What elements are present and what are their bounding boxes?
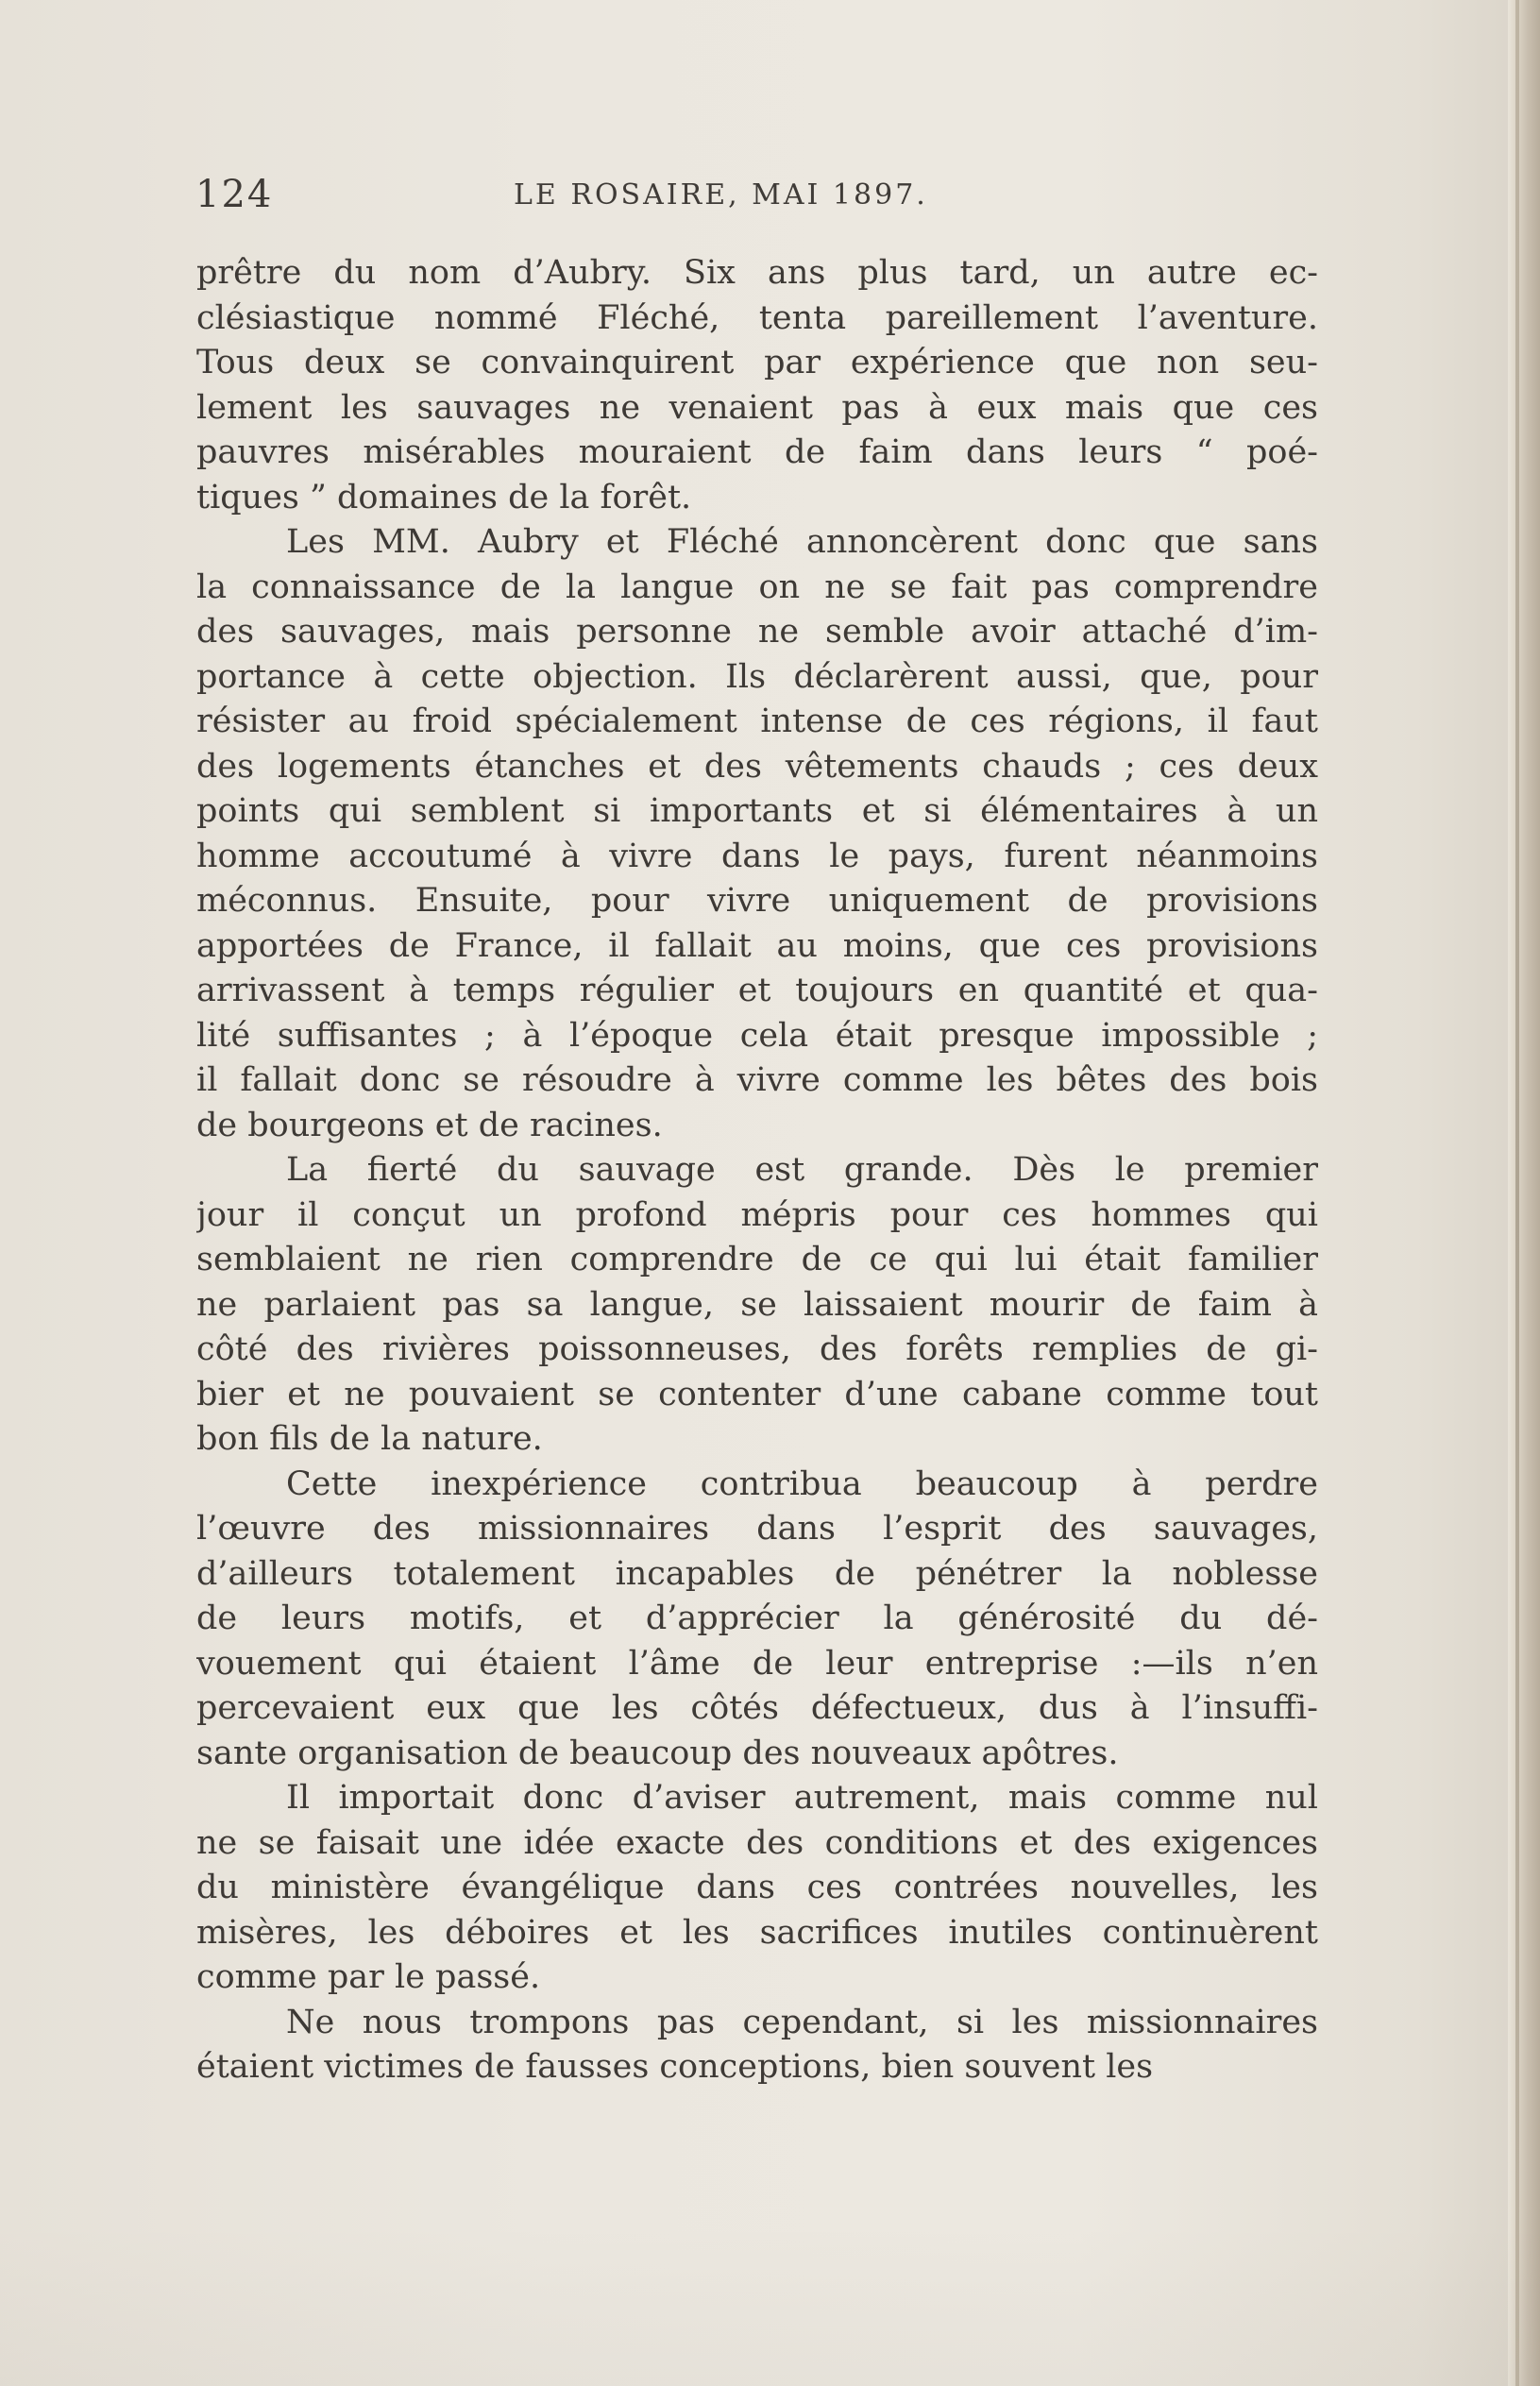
paragraph — [196, 1148, 1318, 1463]
text-line: lement les sauvages ne venaient pas à eux mais que ces — [196, 388, 1318, 427]
paragraph — [196, 251, 1318, 520]
text-line: côté des rivières poissonneuses, des forêts remplies de gi- — [196, 1330, 1318, 1368]
text-line: bier et ne pouvaient se contenter d’une cabane comme tout — [196, 1375, 1318, 1413]
text-line: homme accoutumé à vivre dans le pays, furent néanmoins — [196, 837, 1318, 875]
text-line: l’œuvre des missionnaires dans l’esprit des sauvages, — [196, 1510, 1318, 1548]
text-line: misères, les déboires et les sacrifices inutiles continuèrent — [196, 1913, 1318, 1952]
text-line: résister au froid spécialement intense de ces régions, il faut — [196, 702, 1318, 740]
text-line: sante organisation de beaucoup des nouveaux apôtres. — [196, 1734, 1119, 1772]
text-line: ne parlaient pas sa langue, se laissaient mourir de faim à — [196, 1285, 1318, 1324]
text-line: percevaient eux que les côtés défectueux, dus à l’insuffi- — [196, 1689, 1318, 1727]
page-header — [195, 173, 1319, 229]
text-line: vouement qui étaient l’âme de leur entreprise :—ils n’en — [196, 1644, 1318, 1683]
paragraph — [196, 2001, 1318, 2090]
text-line: étaient victimes de fausses conceptions, bien souvent les — [196, 2048, 1154, 2086]
page-edge — [1508, 0, 1540, 2386]
text-line: points qui semblent si importants et si élémentaires à un — [196, 792, 1318, 830]
text-line: la connaissance de la langue on ne se fait pas comprendre — [196, 567, 1318, 606]
text-line: portance à cette objection. Ils déclarèrent aussi, que, pour — [196, 657, 1318, 696]
binding-shadow — [1515, 0, 1519, 2386]
text-line: pauvres misérables mouraient de faim dans leurs “ poé- — [196, 433, 1318, 471]
text-line: Les MM. Aubry et Fléché annoncèrent donc que sans — [286, 523, 1318, 561]
text-line: bon fils de la nature. — [196, 1420, 543, 1458]
text-line: La fierté du sauvage est grande. Dès le premier — [286, 1151, 1318, 1189]
text-line: méconnus. Ensuite, pour vivre uniquement de provisions — [196, 882, 1318, 920]
paragraph — [196, 520, 1318, 1148]
page-number: 124 — [195, 173, 274, 216]
text-line: comme par le passé. — [196, 1958, 541, 1996]
running-head: LE ROSAIRE, MAI 1897. — [514, 178, 928, 212]
text-line: des logements étanches et des vêtements chauds ; ces deux — [196, 747, 1318, 786]
text-line: ne se faisait une idée exacte des conditions et des exigences — [196, 1823, 1318, 1862]
paragraph — [196, 1463, 1318, 1777]
text-line: Il importait donc d’aviser autrement, mais comme nul — [286, 1779, 1318, 1817]
page-shading — [0, 2225, 1540, 2386]
text-line: Tous deux se convainquirent par expérience que non seu- — [196, 344, 1318, 381]
text-line: Cette inexpérience contribua beaucoup à perdre — [286, 1464, 1318, 1503]
text-line: apportées de France, il fallait au moins, que ces provisions — [196, 926, 1318, 965]
text-line: de leurs motifs, et d’apprécier la générosité du dé- — [196, 1599, 1318, 1637]
text-line: tiques ” domaines de la forêt. — [196, 478, 692, 516]
text-line: de bourgeons et de racines. — [196, 1106, 663, 1144]
text-line: prêtre du nom d’Aubry. Six ans plus tard, un autre ec- — [196, 254, 1318, 292]
text-line: du ministère évangélique dans ces contrées nouvelles, les — [196, 1869, 1318, 1906]
text-line: Ne nous trompons pas cependant, si les missionnaires — [286, 2003, 1318, 2041]
text-line: jour il conçut un profond mépris pour ces hommes qui — [196, 1195, 1318, 1234]
text-line: arrivassent à temps régulier et toujours en quantité et qua- — [196, 972, 1318, 1009]
text-line: des sauvages, mais personne ne semble avoir attaché d’im- — [196, 613, 1318, 651]
paragraph — [196, 1776, 1318, 2001]
text-line: d’ailleurs totalement incapables de pénétrer la noblesse — [196, 1554, 1318, 1593]
body-text — [196, 251, 1318, 2090]
text-line: lité suffisantes ; à l’époque cela était presque impossible ; — [196, 1016, 1318, 1055]
text-line: clésiastique nommé Fléché, tenta pareillement l’aventure. — [196, 298, 1318, 337]
text-line: il fallait donc se résoudre à vivre comme les bêtes des bois — [196, 1061, 1318, 1099]
text-line: semblaient ne rien comprendre de ce qui lui était familier — [196, 1241, 1318, 1278]
